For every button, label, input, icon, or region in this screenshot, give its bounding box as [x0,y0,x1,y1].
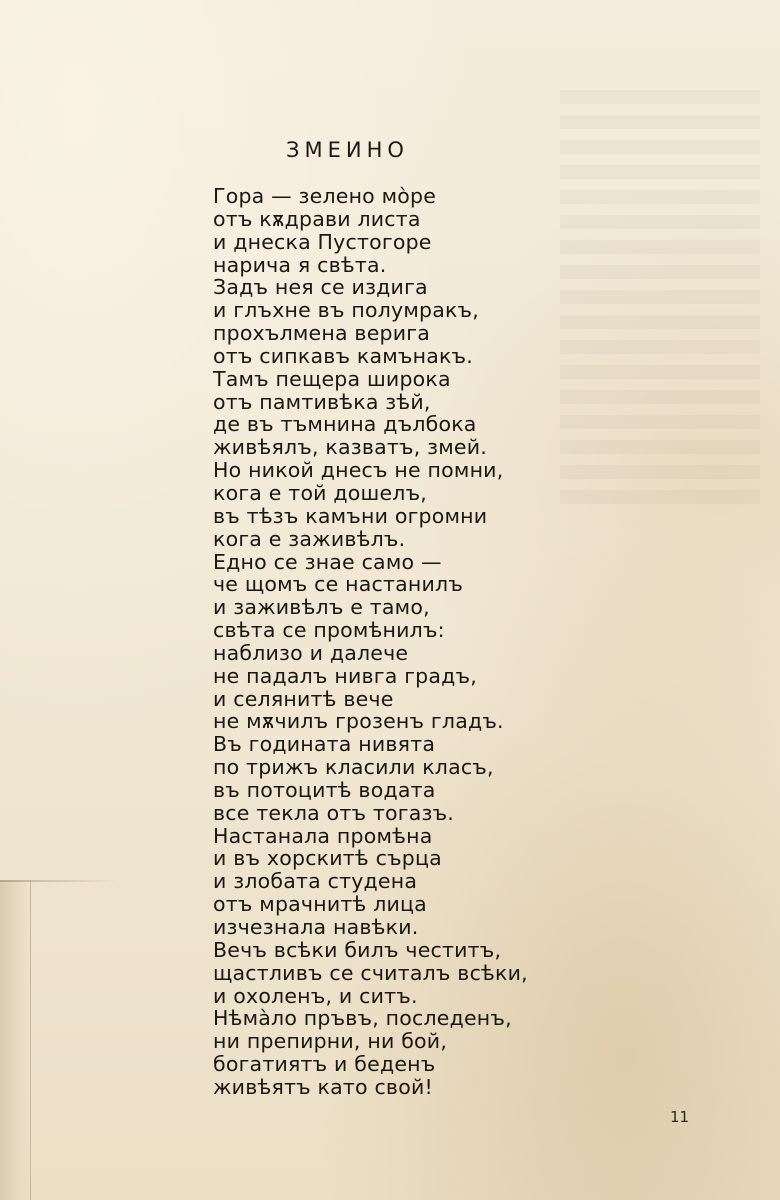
poem-line: Въ годината нивята [213,732,436,757]
poem-line: не мѫчилъ грозенъ гладъ. [213,709,504,734]
poem-line: и глъхне въ полумракъ, [213,298,479,323]
poem-line: отъ мрачнитѣ лица [213,892,427,917]
poem-line: по трижъ класили класъ, [213,755,494,780]
poem-line: отъ кѫдрави листа [213,206,421,231]
page-number: 11 [670,1108,690,1126]
poem-line: отъ сипкавъ камънакъ. [213,343,473,368]
poem-line: и заживѣлъ е тамо, [213,595,430,620]
poem-line: и охоленъ, и ситъ. [213,983,418,1008]
poem-line: въ потоцитѣ водата [213,777,436,802]
poem-line: нарича я свѣта. [213,252,387,277]
poem-line: Едно се знае само — [213,549,442,574]
poem-line: и злобата студена [213,869,418,894]
poem-line: свѣта се промѣнилъ: [213,618,445,643]
poem-line: Гора — зелено мо̀ре [213,184,437,208]
poem-line: прохълмена верига [213,321,430,346]
poem-line: наблизо и далече [213,640,409,665]
poem-line: все текла отъ тогазъ. [213,800,455,825]
page-fold-line [0,880,120,882]
poem-line: де въ тъмнина дълбока [213,412,477,437]
poem-body [213,185,633,1099]
torn-page-edge [0,880,31,1200]
poem-line: че щомъ се настанилъ [213,572,464,597]
poem-line: и въ хорскитѣ сърца [213,846,442,871]
poem-line: въ тѣзъ камъни огромни [213,503,488,528]
poem-line: и днеска Пустогоре [213,229,432,254]
poem-line: щастливъ се считалъ всѣки, [213,960,528,985]
poem-title: ЗМЕИНО [286,138,409,162]
poem-line: ни препирни, ни бой, [213,1029,448,1054]
poem-line: и селянитѣ вече [213,686,394,711]
poem-line: отъ памтивѣка зѣй, [213,389,431,414]
poem-line: живѣятъ като свой! [213,1074,433,1099]
poem-line: Вечъ всѣки билъ честитъ, [213,937,502,962]
poem-line: Настанала промѣна [213,823,433,848]
poem-line: кога е заживѣлъ. [213,526,406,551]
poem-line: Тамъ пещера широка [213,366,451,391]
poem-line: изчезнала навѣки. [213,915,419,939]
poem-line: кога е той дошелъ, [213,480,428,505]
poem-line: богатиятъ и беденъ [213,1052,436,1077]
poem-line: не падалъ нивга градъ, [213,663,477,688]
poem-line: Но никой днесъ не помни, [213,458,504,483]
poem-line: Задъ нея се издига [213,275,428,300]
poem-line: живѣялъ, казватъ, змей. [213,435,487,460]
poem-line: Нѣма̀ло пръвъ, последенъ, [213,1006,512,1031]
